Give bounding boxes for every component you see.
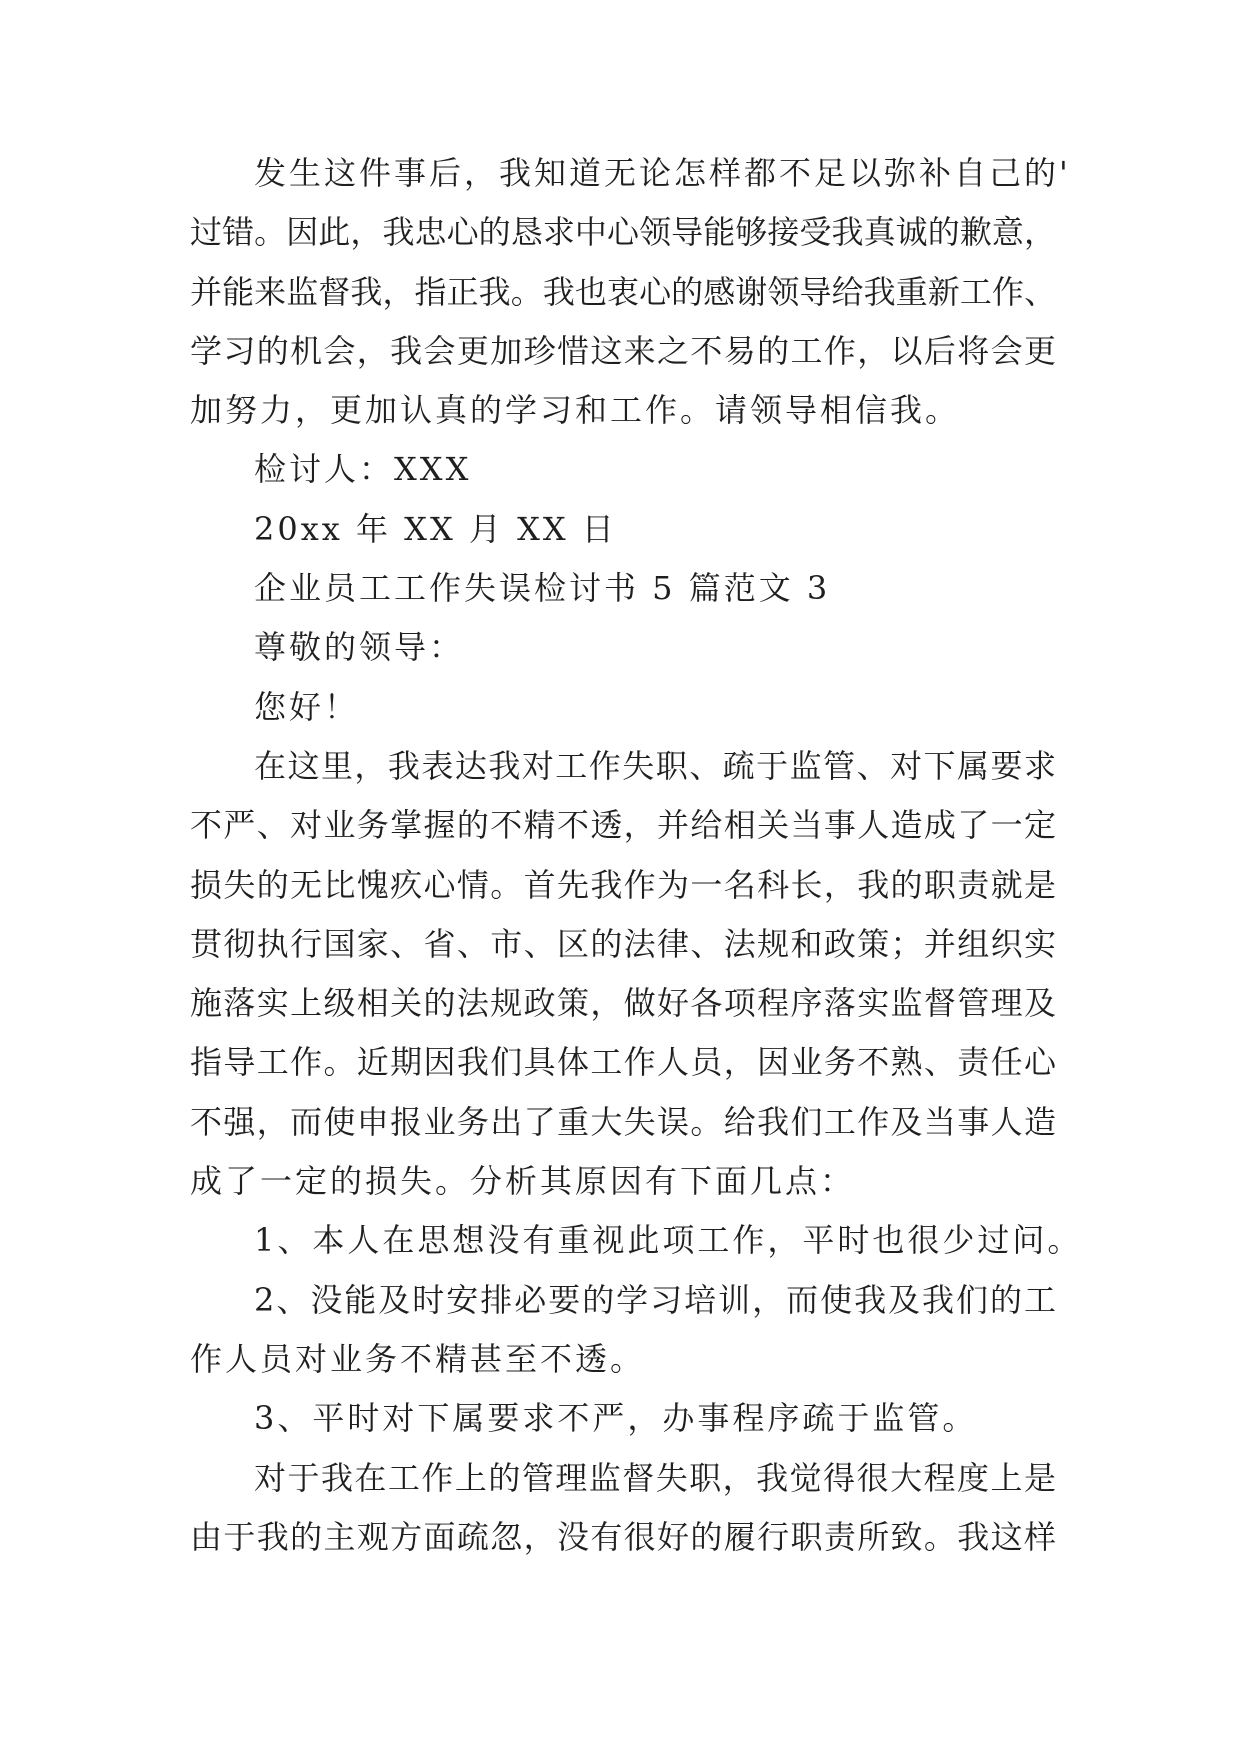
salutation-line: 尊敬的领导：	[254, 628, 465, 667]
paragraph-line: 贯彻执行国家、省、市、区的法律、法规和政策；并组织实	[190, 924, 1056, 963]
paragraph-line: 并能来监督我，指正我。我也衷心的感谢领导给我重新工作、	[190, 272, 1056, 311]
list-item: 3、平时对下属要求不严，办事程序疏于监管。	[254, 1399, 978, 1438]
paragraph-line: 加努力，更加认真的学习和工作。请领导相信我。	[190, 391, 961, 430]
paragraph-line: 发生这件事后，我知道无论怎样都不足以弥补自己的'	[254, 154, 1071, 192]
paragraph-line: 学习的机会，我会更加珍惜这来之不易的工作，以后将会更	[190, 331, 1056, 370]
paragraph-line: 损失的无比愧疚心情。首先我作为一名科长，我的职责就是	[190, 865, 1056, 904]
paragraph-line: 在这里，我表达我对工作失职、疏于监管、对下属要求	[254, 746, 1056, 785]
list-item: 1、本人在思想没有重视此项工作，平时也很少过问。	[254, 1221, 1083, 1260]
signatory-line: 检讨人：XXX	[254, 450, 472, 489]
paragraph-line: 不强，而使申报业务出了重大失误。给我们工作及当事人造	[190, 1102, 1056, 1141]
paragraph-line: 指导工作。近期因我们具体工作人员，因业务不熟、责任心	[190, 1043, 1056, 1082]
paragraph-line: 成了一定的损失。分析其原因有下面几点：	[190, 1162, 856, 1201]
date-line: 20xx 年 XX 月 XX 日	[254, 509, 617, 548]
list-item: 2、没能及时安排必要的学习培训，而使我及我们的工	[254, 1280, 1056, 1319]
paragraph-line: 不严、对业务掌握的不精不透，并给相关当事人造成了一定	[190, 806, 1056, 845]
list-item-continuation: 作人员对业务不精甚至不透。	[190, 1339, 646, 1378]
paragraph-line: 对于我在工作上的管理监督失职，我觉得很大程度上是	[254, 1458, 1056, 1497]
paragraph-line: 施落实上级相关的法规政策，做好各项程序落实监督管理及	[190, 984, 1056, 1023]
greeting-line: 您好！	[254, 687, 360, 726]
paragraph-line: 过错。因此，我忠心的恳求中心领导能够接受我真诚的歉意，	[190, 213, 1056, 252]
body-text	[190, 144, 1083, 1567]
section-title: 企业员工工作失误检讨书 5 篇范文 3	[254, 569, 831, 608]
paragraph-line: 由于我的主观方面疏忽，没有很好的履行职责所致。我这样	[190, 1517, 1056, 1556]
